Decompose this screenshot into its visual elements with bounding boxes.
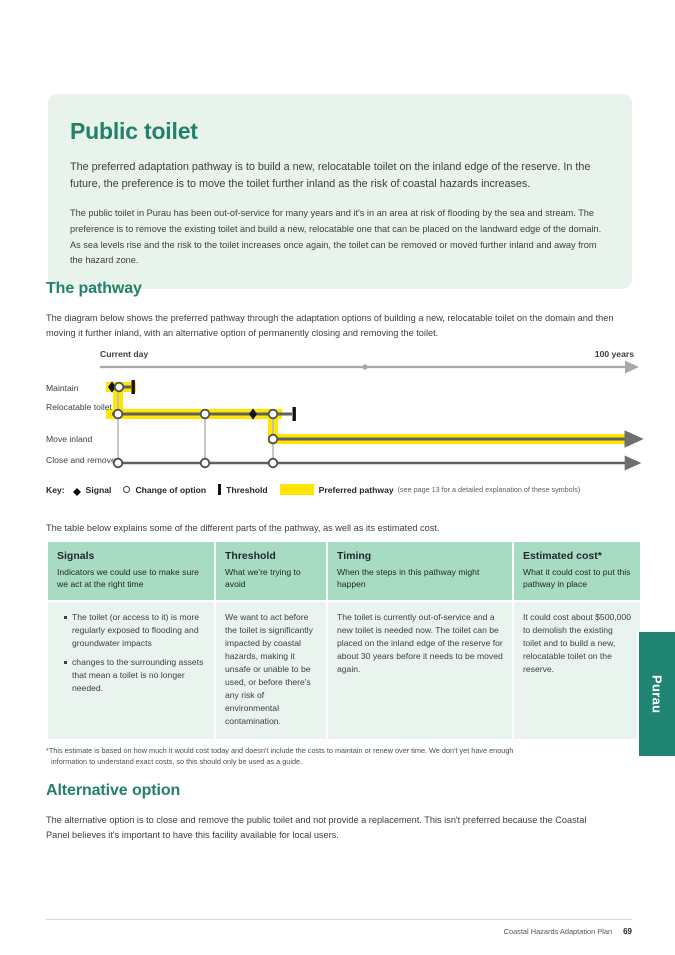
option-connector-stems [118,389,273,463]
alternative-option-text: The alternative option is to close and remove the public toilet and not provide a replacement. This isn't preferred because the Coastal Panel believes it's important to have this facility available for local users. [46,815,587,840]
legend-item-threshold [218,484,268,495]
intro-callout [48,94,632,289]
footer-page-number: 69 [623,927,632,936]
change-of-option-marker [269,459,278,468]
change-of-option-marker [269,435,278,444]
legend-label-signal: Signal [85,484,112,495]
legend-label-threshold: Threshold [226,484,268,495]
cell-signals [48,602,214,739]
pathway-row-label-maintain: Maintain [46,383,79,393]
cost-footnote [46,745,616,768]
threshold-bar-icon [218,484,221,495]
column-title: Threshold [225,550,276,562]
change-of-option-marker [269,410,278,419]
change-of-option-marker [201,410,210,419]
legend-label-change-of-option: Change of option [135,484,207,495]
timeline-end-label: 100 years [594,349,634,359]
threshold-marker [132,380,135,394]
legend-note: (see page 13 for a detailed explanation of these symbols) [397,485,581,494]
change-of-option-marker [201,459,210,468]
adaptation-pathways-diagram [0,345,675,505]
legend-key-word: Key: [46,484,65,495]
column-subtitle: What we're trying to avoid [225,567,301,590]
callout-lead-text: The preferred adaptation pathway is to build a new, relocatable toilet on the inland edge of the reserve. In the future, the preference is to move the toilet further inland as the risk of coastal hazards increases. [70,161,591,191]
footnote-line-1: *This estimate is based on how much it would cost today and doesn't include the costs to maintain or renew over time. We don't yet have enough [46,746,514,755]
pathway-row-label-relocatable-toilet: Relocatable toilet [46,402,112,412]
table-header-row [48,542,640,600]
cell-threshold: We want to act before the toilet is significantly impacted by coastal hazards, making it unsafe or unable to be used, or before there's any risk of environmental contamination. [216,602,326,739]
table-header-threshold [216,542,326,600]
column-subtitle: What it could cost to put this pathway in place [523,567,631,590]
cell-estimated-cost: It could cost about $500,000 to demolish the existing toilet and to build a new, relocatable toilet on the reserve. [514,602,640,739]
pathway-row-label-move-inland: Move inland [46,434,93,444]
pathway-intro-text: The diagram below shows the preferred pathway through the adaptation options of building a new, relocatable toilet on the domain and then moving it further inland, with an alternative option of permanently closing and removing the toilet. [46,313,614,338]
alternative-option-heading: Alternative option [46,782,181,799]
page-footer [504,927,632,936]
column-title: Signals [57,550,95,562]
track-close-and-remove [114,459,626,468]
diagram-legend [46,484,592,495]
table-header-timing [328,542,512,600]
signal-diamond-icon [73,484,81,492]
footer-document-title: Coastal Hazards Adaptation Plan [503,927,613,936]
column-title: Timing [337,550,372,562]
table-header-signals [48,542,214,600]
cell-timing: The toilet is currently out-of-service and a new toilet is needed now. The toilet can be placed on the inland edge of the reserve for about 30 years before it needs to be moved again. [328,602,512,739]
threshold-marker [293,407,296,421]
column-title: Estimated cost* [523,550,602,562]
timeline-axis [100,364,626,369]
page-title: Public toilet [70,118,198,144]
column-subtitle: Indicators we could use to make sure we act at the right time [57,567,199,590]
change-of-option-circle-icon [123,486,130,493]
footer-divider [46,919,632,920]
column-subtitle: When the steps in this pathway might happen [337,567,480,590]
signals-bullet-list [57,611,205,694]
pathway-details-table [46,540,642,741]
callout-body-text: The public toilet in Purau has been out-of-service for many years and it's in an area at risk of flooding by the sea and stream. The preference is to remove the existing toilet and build a new, relocatable one that can be placed on the landward edge of the domain. As sea levels rise and the risk to the toilet increases once again, the toilet can be removed or moved further inland and away from the hazard zone. [70,207,602,266]
legend-label-preferred-pathway: Preferred pathway [318,484,394,495]
preferred-pathway-swatch-icon [280,484,314,495]
section-tab-purau[interactable] [637,632,675,756]
legend-item-signal [73,485,112,495]
list-item: changes to the surrounding assets that mean a toilet is no longer needed. [66,656,205,695]
pathway-heading: The pathway [46,280,142,297]
timeline-start-label: Current day [100,349,149,359]
footnote-line-2: information to understand exact costs, so this should only be used as a guide. [51,757,303,767]
table-row [48,602,640,739]
section-tab-label: Purau [649,674,665,714]
table-header-estimated-cost [514,542,640,600]
list-item: The toilet (or access to it) is more regularly exposed to flooding and groundwater impacts [66,611,205,650]
table-intro-text: The table below explains some of the different parts of the pathway, as well as its estimated cost. [46,523,440,533]
legend-item-preferred-pathway [280,484,581,495]
pathway-row-label-close-and-remove: Close and remove [46,455,116,465]
pathways-svg [0,345,675,505]
legend-item-change-of-option [123,485,206,495]
